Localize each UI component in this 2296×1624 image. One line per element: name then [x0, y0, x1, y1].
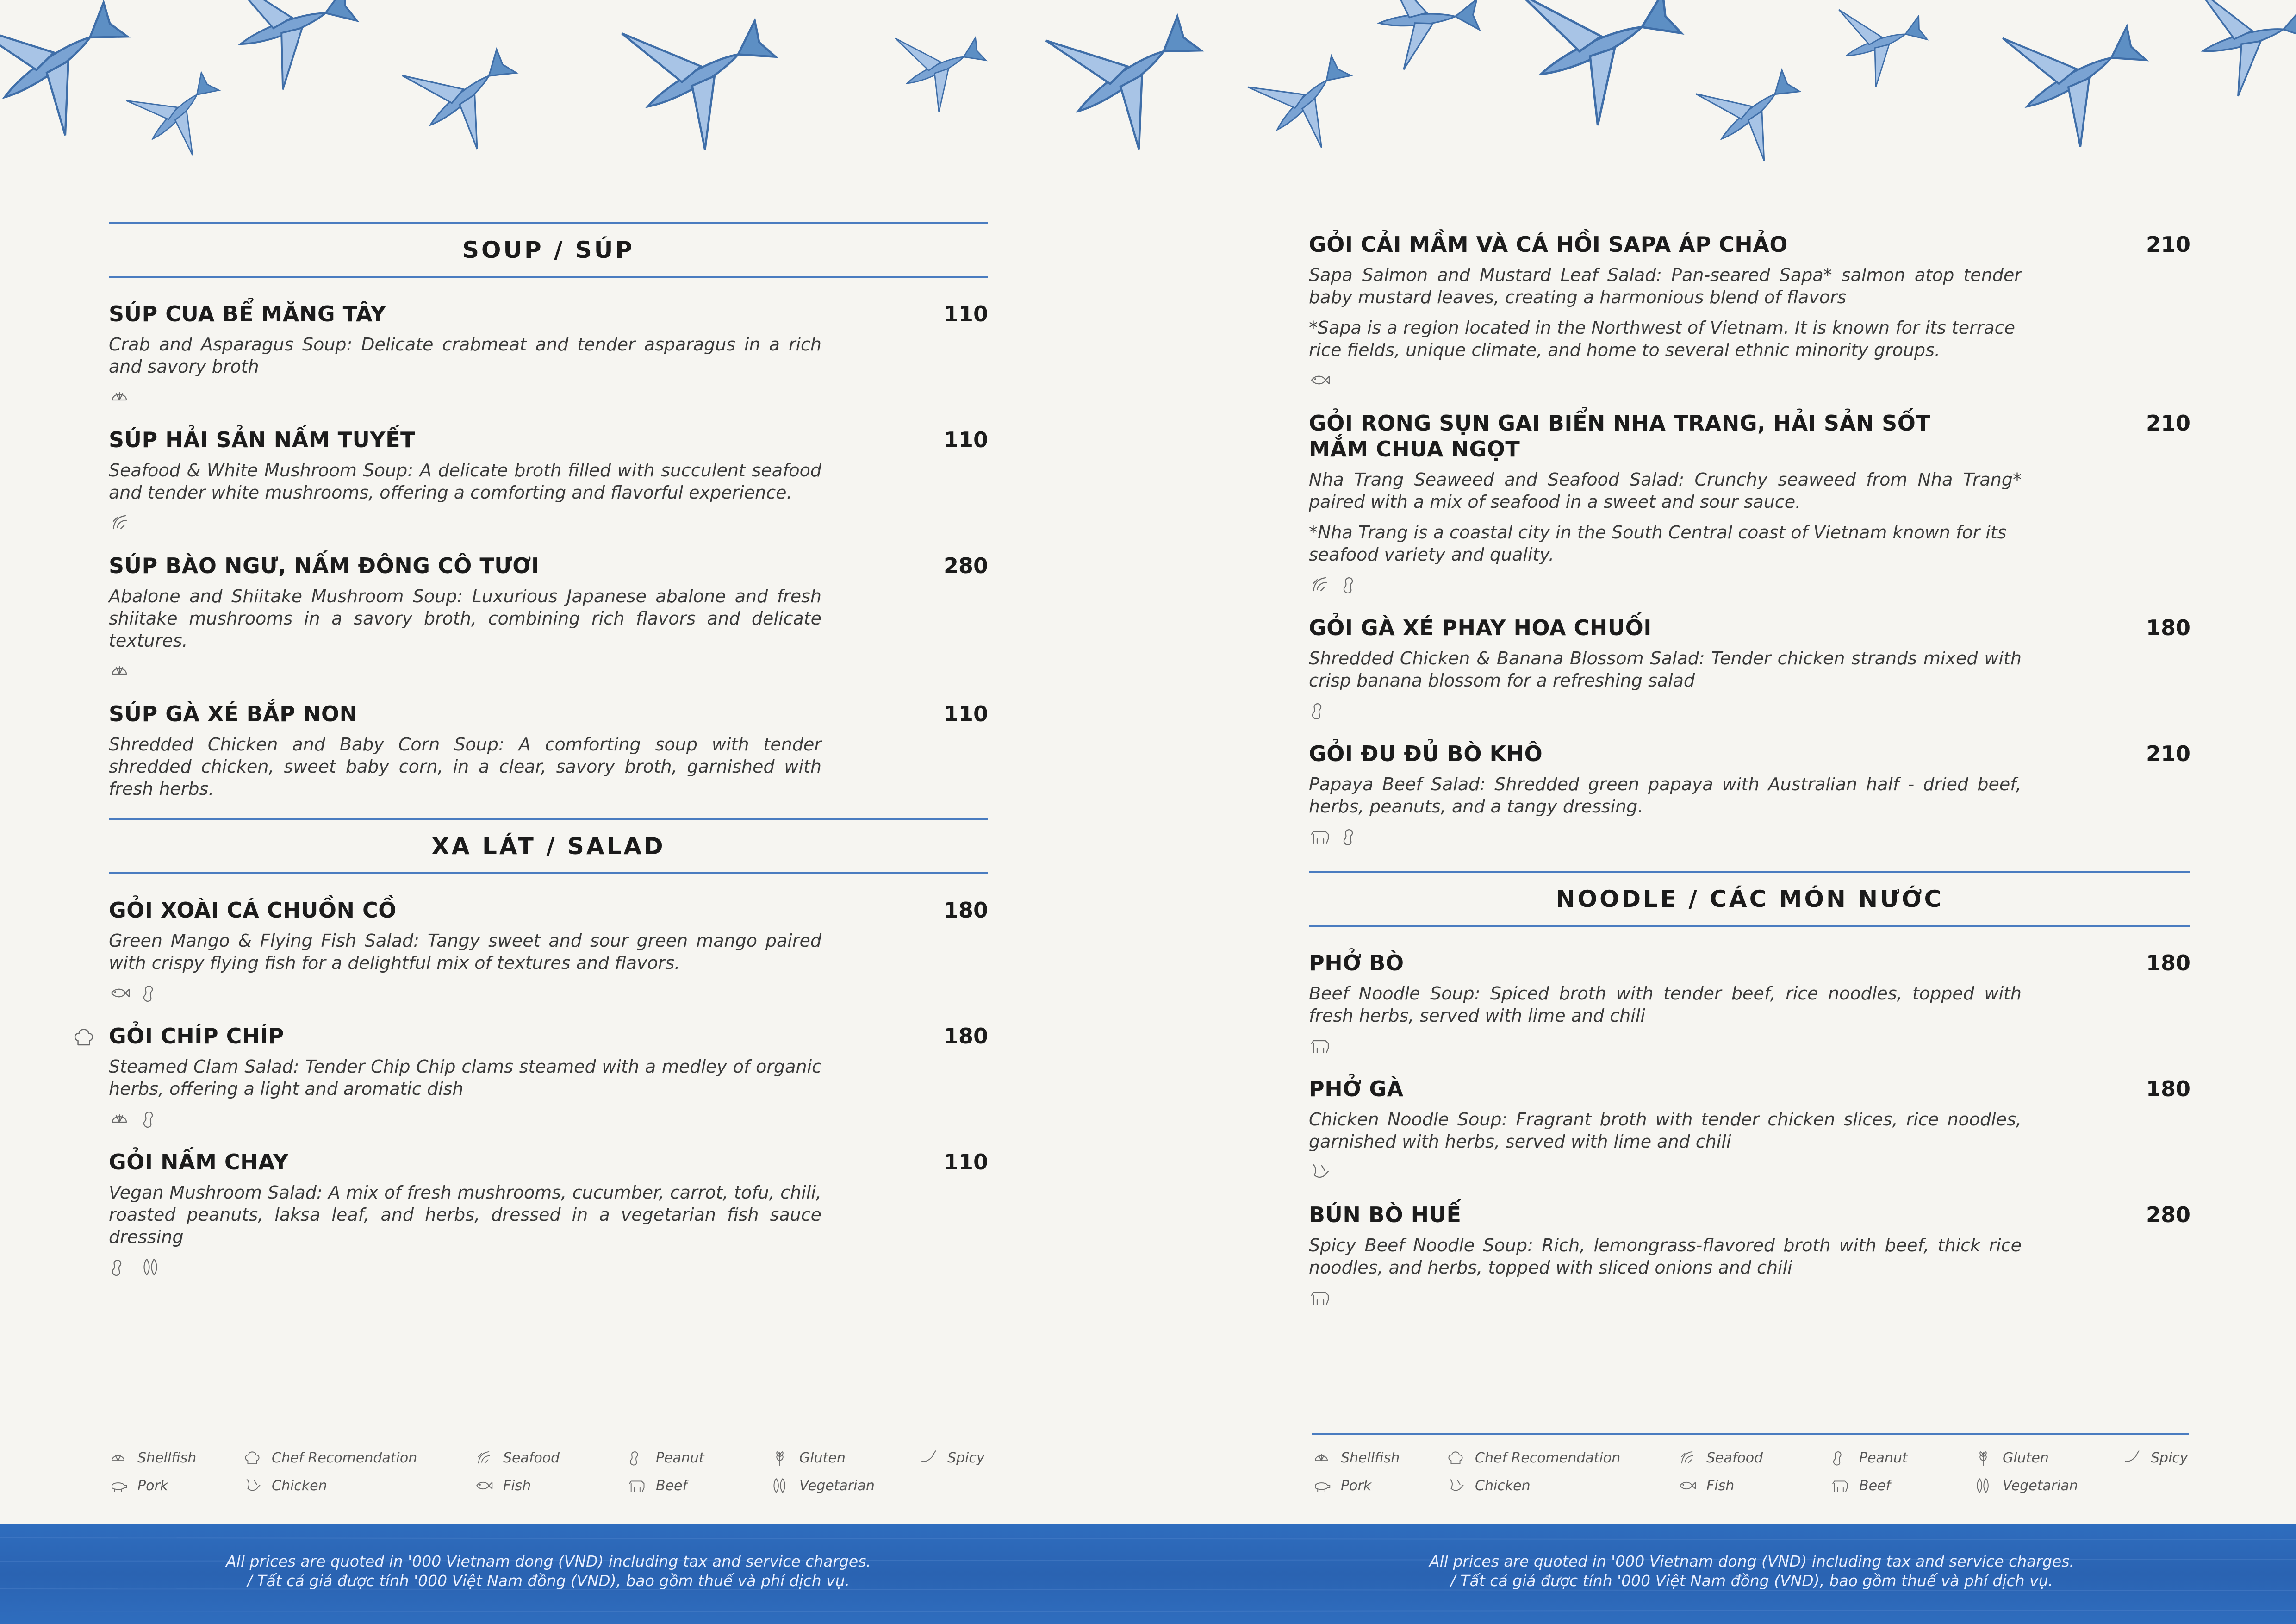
- dish-description: Abalone and Shiitake Mushroom Soup: Luxurious Japanese abalone and fresh shiitake mushrooms in a savory broth, combining rich flavors and delicate textures.: [109, 586, 821, 651]
- dish-name: BÚN BÒ HUẾ: [1309, 1202, 1462, 1227]
- chef-icon: [1446, 1449, 1465, 1467]
- dish-name: PHỞ BÒ: [1309, 950, 1404, 975]
- allergen-icons: [1309, 573, 2190, 596]
- legend-label: Seafood: [503, 1449, 560, 1466]
- chef-recommendation-icon: [72, 1025, 96, 1049]
- menu-item: [1309, 950, 2190, 1057]
- shellfish-icon: [109, 386, 130, 407]
- salad-section: [109, 818, 988, 1279]
- beef-icon: [627, 1476, 646, 1495]
- dish-description: Nha Trang Seaweed and Seafood Salad: Crunchy seaweed from Nha Trang* paired with a mix of seafood in a sweet and sour sauce.: [1309, 469, 2022, 512]
- price-note: [155, 1552, 942, 1591]
- dish-price: 180: [2146, 950, 2190, 975]
- dish-price: 280: [2146, 1202, 2190, 1227]
- menu-item: [109, 701, 988, 800]
- dish-price: 180: [943, 898, 988, 923]
- legend-item: [1312, 1448, 1446, 1468]
- dish-description: Spicy Beef Noodle Soup: Rich, lemongrass-flavored broth with beef, thick rice noodles, and herbs, topped with sliced onions and chili: [1309, 1235, 2022, 1278]
- fish-icon: [1678, 1476, 1696, 1495]
- dish-description: Chicken Noodle Soup: Fragrant broth with tender chicken slices, rice noodles, garnished with herbs, served with lime and chili: [1309, 1109, 2022, 1152]
- legend-item: [109, 1448, 243, 1468]
- vegetarian-icon: [140, 1256, 162, 1278]
- vegetarian-icon: [1974, 1476, 1992, 1495]
- dish-name: PHỞ GÀ: [1309, 1076, 1404, 1101]
- menu-item: [109, 1023, 988, 1131]
- vegetarian-icon: [771, 1476, 789, 1495]
- legend-item: [2122, 1448, 2191, 1468]
- beef-icon: [1309, 1287, 1330, 1308]
- fish-icon: [109, 982, 130, 1004]
- menu-item: [109, 897, 988, 1005]
- peanut-icon: [1340, 826, 1362, 847]
- legend-label: Chicken: [272, 1477, 327, 1494]
- legend-label: Beef: [1859, 1477, 1891, 1494]
- dish-price: 180: [2146, 615, 2190, 640]
- menu-item: [1309, 1076, 2190, 1183]
- dish-price: 110: [943, 301, 988, 326]
- price-note: [1358, 1552, 2145, 1591]
- legend-label: Chicken: [1475, 1477, 1531, 1494]
- allergen-icons: [109, 1255, 988, 1279]
- seafood-icon: [1309, 574, 1330, 595]
- legend-label: Shellfish: [1341, 1449, 1400, 1466]
- peanut-icon: [1830, 1449, 1849, 1467]
- gluten-icon: [1974, 1449, 1992, 1467]
- legend-item: [1974, 1448, 2122, 1468]
- section-title: NOODLE / CÁC MÓN NƯỚC: [1556, 886, 1944, 912]
- dish-description: Sapa Salmon and Mustard Leaf Salad: Pan-seared Sapa* salmon atop tender baby mustard leaves, creating a harmonious blend of flavors: [1309, 265, 2022, 307]
- allergen-icons: [109, 385, 988, 408]
- gluten-icon: [771, 1449, 789, 1467]
- seafood-icon: [474, 1449, 493, 1467]
- legend-item: [109, 1476, 243, 1495]
- section-title: XA LÁT / SALAD: [431, 833, 666, 860]
- legend-label: Shellfish: [137, 1449, 197, 1466]
- legend-label: Pork: [1341, 1477, 1372, 1494]
- allergen-icons: [109, 981, 988, 1005]
- price-note-vi: / Tất cả giá được tính '000 Việt Nam đồng (VND), bao gồm thuế và phí dịch vụ.: [1450, 1572, 2053, 1590]
- dish-price: 110: [943, 427, 988, 452]
- dish-name: SÚP CUA BỂ MĂNG TÂY: [109, 301, 386, 326]
- seafood-icon: [1678, 1449, 1696, 1467]
- legend-label: Fish: [1706, 1477, 1735, 1494]
- legend-label: Spicy: [2151, 1449, 2188, 1466]
- section-header: [109, 818, 988, 874]
- peanut-icon: [140, 1108, 162, 1130]
- salad-continued-section: [1309, 231, 2190, 848]
- legend-item: [771, 1476, 919, 1495]
- price-note-en: All prices are quoted in '000 Vietnam dong (VND) including tax and service charges.: [226, 1552, 871, 1570]
- soup-section: [109, 222, 988, 800]
- legend-label: Vegetarian: [2003, 1477, 2078, 1494]
- shellfish-icon: [109, 1449, 127, 1467]
- chicken-icon: [1446, 1476, 1465, 1495]
- legend-item: [1678, 1476, 1830, 1495]
- allergen-icons: [109, 511, 988, 534]
- legend-label: Chef Recomendation: [1475, 1449, 1621, 1466]
- dish-name: GỎI CHÍP CHÍP: [109, 1024, 284, 1049]
- section-header: [109, 222, 988, 278]
- beef-icon: [1830, 1476, 1849, 1495]
- fish-icon: [474, 1476, 493, 1495]
- allergen-icons: [1309, 1034, 2190, 1057]
- menu-item: [1309, 1202, 2190, 1309]
- price-note-vi: / Tất cả giá được tính '000 Việt Nam đồng (VND), bao gồm thuế và phí dịch vụ.: [247, 1572, 850, 1590]
- spicy-icon: [2122, 1449, 2140, 1467]
- legend-item: [627, 1476, 771, 1495]
- legend-item: [1312, 1476, 1446, 1495]
- legend-label: Beef: [656, 1477, 688, 1494]
- legend-item: [243, 1448, 474, 1468]
- divider: [1312, 1433, 2189, 1435]
- dish-price: 210: [2146, 741, 2190, 766]
- legend-item: [1830, 1448, 1974, 1468]
- dish-name: GỎI RONG SỤN GAI BIỂN NHA TRANG, HẢI SẢN SỐT MẮM CHUA NGỌT: [1309, 411, 1931, 462]
- allergen-icons: [1309, 369, 2190, 392]
- dish-description: Green Mango & Flying Fish Salad: Tangy sweet and sour green mango paired with crispy flying fish for a delightful mix of textures and flavors.: [109, 931, 821, 973]
- dish-price: 280: [943, 553, 988, 578]
- legend-label: Peanut: [656, 1449, 704, 1466]
- menu-item: [109, 427, 988, 534]
- allergen-legend: [1312, 1448, 2191, 1495]
- dish-name: SÚP HẢI SẢN NẤM TUYẾT: [109, 427, 415, 452]
- menu-item: [1309, 741, 2190, 848]
- peanut-icon: [1340, 574, 1362, 595]
- section-title: SOUP / SÚP: [462, 237, 635, 263]
- dish-price: 110: [943, 1149, 988, 1174]
- seafood-icon: [109, 512, 130, 533]
- dish-name: GỎI CẢI MẦM VÀ CÁ HỒI SAPA ÁP CHẢO: [1309, 232, 1788, 257]
- dish-name: GỎI XOÀI CÁ CHUỒN CỒ: [109, 898, 397, 923]
- legend-label: Vegetarian: [799, 1477, 875, 1494]
- dish-footnote: *Nha Trang is a coastal city in the South Central coast of Vietnam known for its seafood variety and quality.: [1309, 522, 2007, 565]
- noodle-section: [1309, 871, 2190, 1309]
- menu-item: [1309, 615, 2190, 722]
- pork-icon: [1312, 1476, 1331, 1495]
- legend-item: [771, 1448, 919, 1468]
- dish-description: Beef Noodle Soup: Spiced broth with tender beef, rice noodles, topped with fresh herbs, served with lime and chili: [1309, 983, 2022, 1026]
- peanut-icon: [1309, 700, 1330, 721]
- legend-item: [1830, 1476, 1974, 1495]
- dish-price: 210: [2146, 411, 2190, 436]
- flying-fish-illustration: [0, 0, 2296, 167]
- allergen-icons: [1309, 825, 2190, 848]
- footer-band: [0, 1524, 2296, 1624]
- legend-item: [243, 1476, 474, 1495]
- allergen-icons: [109, 1107, 988, 1131]
- legend-label: Gluten: [799, 1449, 846, 1466]
- allergen-icons: [1309, 1160, 2190, 1183]
- dish-name: SÚP BÀO NGƯ, NẤM ĐÔNG CÔ TƯƠI: [109, 553, 540, 578]
- legend-label: Gluten: [2003, 1449, 2049, 1466]
- shellfish-icon: [109, 1108, 130, 1130]
- menu-item: [109, 301, 988, 408]
- legend-item: [1446, 1448, 1678, 1468]
- allergen-icons: [109, 659, 988, 682]
- legend-item: [919, 1448, 988, 1468]
- legend-label: Spicy: [947, 1449, 985, 1466]
- dish-price: 110: [943, 701, 988, 726]
- dish-price: 180: [943, 1024, 988, 1049]
- dish-price: 210: [2146, 232, 2190, 257]
- menu-item: [1309, 231, 2190, 392]
- legend-item: [1678, 1448, 1830, 1468]
- legend-label: Fish: [503, 1477, 531, 1494]
- chef-icon: [243, 1449, 261, 1467]
- spicy-icon: [919, 1449, 937, 1467]
- dish-name: GỎI GÀ XÉ PHAY HOA CHUỐI: [1309, 615, 1652, 640]
- dish-description: Shredded Chicken & Banana Blossom Salad: Tender chicken strands mixed with crisp banana blossom for a refreshing salad: [1309, 648, 2022, 691]
- peanut-icon: [140, 982, 162, 1004]
- dish-description: Vegan Mushroom Salad: A mix of fresh mushrooms, cucumber, carrot, tofu, chili, roasted peanuts, laksa leaf, and herbs, dressed in a vegetarian fish sauce dressing: [109, 1182, 821, 1247]
- legend-item: [474, 1476, 627, 1495]
- price-note-en: All prices are quoted in '000 Vietnam dong (VND) including tax and service charges.: [1429, 1552, 2074, 1570]
- dish-description: Papaya Beef Salad: Shredded green papaya with Australian half - dried beef, herbs, peanuts, and a tangy dressing.: [1309, 774, 2022, 817]
- legend-item: [1446, 1476, 1678, 1495]
- peanut-icon: [627, 1449, 646, 1467]
- legend-item: [627, 1448, 771, 1468]
- dish-description: Crab and Asparagus Soup: Delicate crabmeat and tender asparagus in a rich and savory broth: [109, 334, 821, 377]
- pork-icon: [109, 1476, 127, 1495]
- section-header: [1309, 871, 2190, 927]
- allergen-icons: [1309, 699, 2190, 722]
- right-page: [1309, 231, 2190, 1328]
- left-page: [109, 222, 988, 1297]
- beef-icon: [1309, 1035, 1330, 1056]
- menu-item: [1309, 410, 2190, 596]
- beef-icon: [1309, 826, 1330, 847]
- fish-icon: [1309, 369, 1330, 391]
- dish-description: Seafood & White Mushroom Soup: A delicate broth filled with succulent seafood and tender white mushrooms, offering a comforting and flavorful experience.: [109, 460, 821, 503]
- chicken-icon: [1309, 1161, 1330, 1182]
- dish-name: GỎI NẤM CHAY: [109, 1149, 289, 1174]
- legend-label: Pork: [137, 1477, 168, 1494]
- chicken-icon: [243, 1476, 261, 1495]
- menu-item: [109, 553, 988, 682]
- dish-price: 180: [2146, 1076, 2190, 1101]
- peanut-icon: [109, 1256, 130, 1278]
- legend-item: [1974, 1476, 2122, 1495]
- allergen-icons: [1309, 1286, 2190, 1309]
- allergen-legend: [109, 1448, 988, 1495]
- dish-description: Shredded Chicken and Baby Corn Soup: A comforting soup with tender shredded chicken, sweet baby corn, in a clear, savory broth, garnished with fresh herbs.: [109, 734, 821, 799]
- shellfish-icon: [1312, 1449, 1331, 1467]
- legend-item: [474, 1448, 627, 1468]
- dish-description: Steamed Clam Salad: Tender Chip Chip clams steamed with a medley of organic herbs, offering a light and aromatic dish: [109, 1056, 821, 1099]
- legend-label: Chef Recomendation: [272, 1449, 417, 1466]
- shellfish-icon: [109, 660, 130, 681]
- legend-label: Peanut: [1859, 1449, 1908, 1466]
- legend-label: Seafood: [1706, 1449, 1763, 1466]
- dish-name: GỎI ĐU ĐỦ BÒ KHÔ: [1309, 741, 1543, 766]
- dish-name: SÚP GÀ XÉ BẮP NON: [109, 701, 358, 726]
- dish-footnote: *Sapa is a region located in the Northwest of Vietnam. It is known for its terrace rice fields, unique climate, and home to several ethnic minority groups.: [1309, 318, 2015, 360]
- menu-item: [109, 1149, 988, 1279]
